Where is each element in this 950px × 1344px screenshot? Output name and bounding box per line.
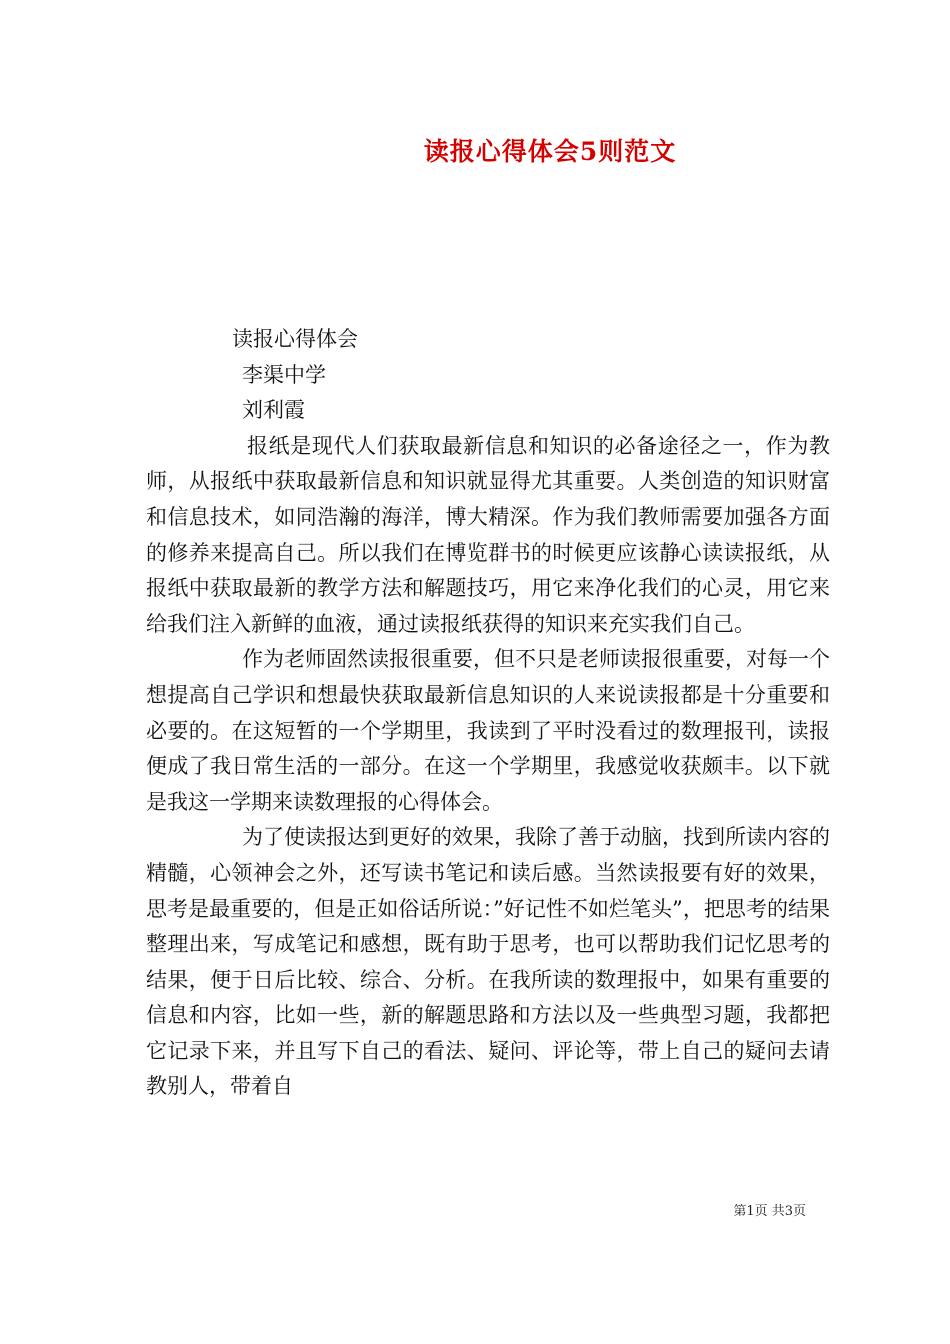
school-name: 李渠中学 xyxy=(242,362,326,387)
document-body xyxy=(146,322,830,1105)
paragraph-3: 为了使读报达到更好的效果，我除了善于动脑，找到所读内容的精髓，心领神会之外，还写读书笔记和读后感。当然读报要有好的效果，思考是最重要的，但是正如俗话所说：”好记性不如烂笔头”，把思考的结果整理出来，写成笔记和感想，既有助于思考，也可以帮助我们记忆思考的结果，便于日后比较、综合、分析。在我所读的数理报中，如果有重要的信息和内容，比如一些，新的解题思路和方法以及一些典型习题，我都把它记录下来，并且写下自己的看法、疑问、评论等，带上自己的疑问去请教别人，带着自 xyxy=(146,825,830,1099)
paragraph-2: 作为老师固然读报很重要，但不只是老师读报很重要，对每一个想提高自己学识和想最快获取最新信息知识的人来说读报都是十分重要和必要的。在这短暂的一个学期里，我读到了平时没看过的数理报刊，读报便成了我日常生活的一部分。在这一个学期里，我感觉收获颇丰。以下就是我这一学期来读数理报的心得体会。 xyxy=(146,647,830,814)
paragraph-1: 报纸是现代人们获取最新信息和知识的必备途径之一，作为教师，从报纸中获取最新信息和知识就显得尤其重要。人类创造的知识财富和信息技术，如同浩瀚的海洋，博大精深。作为我们教师需要加强各方面的修养来提高自己。所以我们在博览群书的时候更应该静心读读报纸，从报纸中获取最新的教学方法和解题技巧，用它来净化我们的心灵，用它来给我们注入新鲜的血液，通过读报纸获得的知识来充实我们自己。 xyxy=(146,433,830,636)
section-heading: 读报心得体会 xyxy=(232,327,358,351)
page-title: 读报心得体会5则范文 xyxy=(423,137,677,166)
author-name: 刘利霞 xyxy=(242,398,305,423)
page-number-footer: 第1页 共3页 xyxy=(733,1204,806,1219)
